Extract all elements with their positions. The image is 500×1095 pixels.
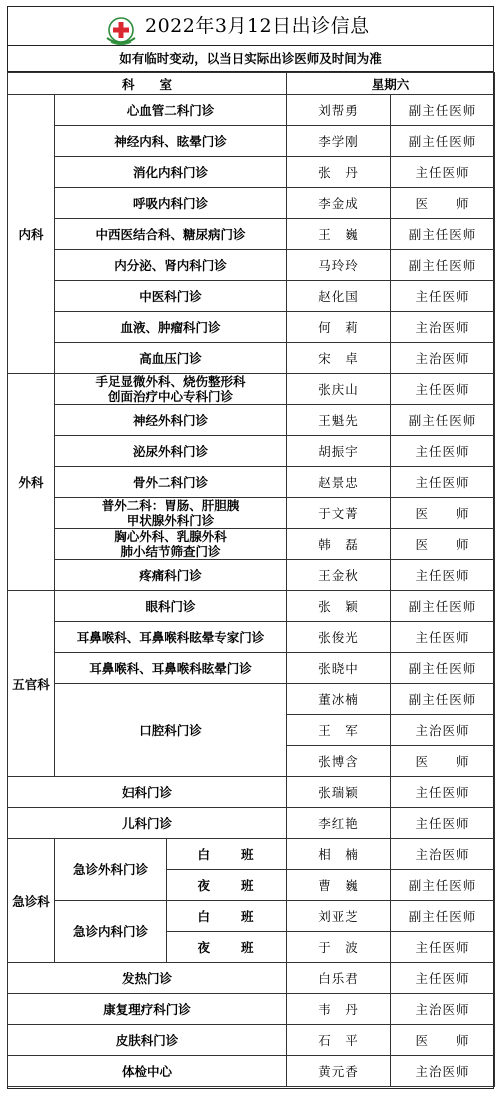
table-row [8, 157, 495, 188]
doctor-name: 黄元香 [287, 1056, 391, 1087]
doctor-rank: 主任医师 [391, 436, 495, 467]
table-row [8, 653, 495, 684]
dept-waike: 外科 [8, 374, 55, 591]
doctor-rank: 副主任医师 [391, 219, 495, 250]
clinic-name: 消化内科门诊 [55, 157, 287, 188]
doctor-name: 李学刚 [287, 126, 391, 157]
clinic-name: 发热门诊 [8, 963, 287, 994]
clinic-name: 血液、肿瘤科门诊 [55, 312, 287, 343]
clinic-name: 内分泌、肾内科门诊 [55, 250, 287, 281]
table-header [8, 73, 495, 95]
doctor-name: 于 波 [287, 932, 391, 963]
doctor-rank: 主治医师 [391, 839, 495, 870]
doctor-rank: 主任医师 [391, 622, 495, 653]
doctor-name: 曹 巍 [287, 870, 391, 901]
doctor-name: 张俊光 [287, 622, 391, 653]
doctor-rank: 主治医师 [391, 1056, 495, 1087]
shift-label: 白 班 [167, 901, 287, 932]
shift-label: 夜 班 [167, 870, 287, 901]
doctor-name: 石 平 [287, 1025, 391, 1056]
table-row [8, 963, 495, 994]
doctor-rank: 副主任医师 [391, 684, 495, 715]
table-row [8, 1025, 495, 1056]
shift-label: 夜 班 [167, 932, 287, 963]
table-row [8, 498, 495, 529]
clinic-name: 眼科门诊 [55, 591, 287, 622]
table-row [8, 622, 495, 653]
doctor-rank: 医 师 [391, 498, 495, 529]
dept-wuguan: 五官科 [8, 591, 55, 777]
doctor-name: 赵化国 [287, 281, 391, 312]
doctor-rank: 主任医师 [391, 560, 495, 591]
clinic-name: 口腔科门诊 [55, 684, 287, 777]
clinic-name-two-line [55, 529, 287, 560]
table-row [8, 1056, 495, 1087]
table-row [8, 95, 495, 126]
clinic-name: 呼吸内科门诊 [55, 188, 287, 219]
clinic-name: 高血压门诊 [55, 343, 287, 374]
hospital-logo-icon [102, 16, 140, 48]
doctor-name: 李金成 [287, 188, 391, 219]
doctor-name: 张 丹 [287, 157, 391, 188]
doctor-rank: 主任医师 [391, 467, 495, 498]
table-row [8, 405, 495, 436]
clinic-name: 神经内科、眩晕门诊 [55, 126, 287, 157]
doctor-rank: 主任医师 [391, 808, 495, 839]
doctor-name: 张 颖 [287, 591, 391, 622]
table-row [8, 467, 495, 498]
doctor-name: 宋 卓 [287, 343, 391, 374]
table-row [8, 250, 495, 281]
doctor-rank: 副主任医师 [391, 591, 495, 622]
doctor-rank: 副主任医师 [391, 126, 495, 157]
doctor-rank: 主任医师 [391, 281, 495, 312]
table-row [8, 560, 495, 591]
table-row [8, 374, 495, 405]
doctor-name: 李红艳 [287, 808, 391, 839]
clinic-line-1: 普外二科：胃肠、肝胆胰 [101, 498, 240, 513]
table-row [8, 591, 495, 622]
table-row [8, 188, 495, 219]
doctor-rank: 医 师 [391, 1025, 495, 1056]
clinic-name: 妇科门诊 [8, 777, 287, 808]
doctor-name: 何 莉 [287, 312, 391, 343]
clinic-line-2: 肺小结节筛查门诊 [120, 544, 221, 559]
doctor-name: 王金秋 [287, 560, 391, 591]
doctor-name: 张瑞颖 [287, 777, 391, 808]
dept-neike: 内科 [8, 95, 55, 374]
doctor-rank: 主治医师 [391, 312, 495, 343]
table-row [8, 839, 495, 870]
clinic-name: 急诊外科门诊 [55, 839, 167, 901]
table-row [8, 312, 495, 343]
doctor-name: 张晓中 [287, 653, 391, 684]
clinic-line-1: 胸心外科、乳腺外科 [114, 529, 227, 544]
doctor-name: 韩 磊 [287, 529, 391, 560]
doctor-name: 赵景忠 [287, 467, 391, 498]
doctor-name: 胡振宇 [287, 436, 391, 467]
doctor-name: 王魁先 [287, 405, 391, 436]
table-row [8, 529, 495, 560]
doctor-rank: 副主任医师 [391, 653, 495, 684]
clinic-name: 泌尿外科门诊 [55, 436, 287, 467]
doctor-rank: 主治医师 [391, 994, 495, 1025]
table-row [8, 219, 495, 250]
doctor-name: 刘帮勇 [287, 95, 391, 126]
doctor-name: 相 楠 [287, 839, 391, 870]
doctor-rank: 主任医师 [391, 374, 495, 405]
doctor-name: 王 巍 [287, 219, 391, 250]
table-row [8, 901, 495, 932]
clinic-name: 皮肤科门诊 [8, 1025, 287, 1056]
doctor-name: 张庆山 [287, 374, 391, 405]
doctor-name: 董冰楠 [287, 684, 391, 715]
doctor-name: 张博含 [287, 746, 391, 777]
clinic-line-2: 创面治疗中心专科门诊 [108, 389, 234, 404]
table-row [8, 684, 495, 715]
clinic-name: 耳鼻喉科、耳鼻喉科眩晕门诊 [55, 653, 287, 684]
clinic-line-2: 甲状腺外科门诊 [126, 513, 215, 528]
doctor-rank: 医 师 [391, 529, 495, 560]
doctor-name: 韦 丹 [287, 994, 391, 1025]
clinic-name: 心血管二科门诊 [55, 95, 287, 126]
clinic-name: 骨外二科门诊 [55, 467, 287, 498]
notice-text: 如有临时变动，以当日实际出诊医师及时间为准 [7, 46, 494, 72]
header-dept: 科 室 [8, 73, 287, 95]
table-row [8, 777, 495, 808]
table-row [8, 281, 495, 312]
doctor-rank: 主任医师 [391, 932, 495, 963]
table-row [8, 808, 495, 839]
table-row [8, 436, 495, 467]
table-row [8, 343, 495, 374]
doctor-name: 刘亚芝 [287, 901, 391, 932]
doctor-name: 于文菁 [287, 498, 391, 529]
doctor-rank: 医 师 [391, 746, 495, 777]
table-row [8, 994, 495, 1025]
doctor-rank: 主任医师 [391, 157, 495, 188]
clinic-name: 神经外科门诊 [55, 405, 287, 436]
clinic-name: 疼痛科门诊 [55, 560, 287, 591]
doctor-rank: 副主任医师 [391, 405, 495, 436]
doctor-name: 马玲玲 [287, 250, 391, 281]
header-day: 星期六 [287, 73, 495, 95]
doctor-rank: 主治医师 [391, 715, 495, 746]
clinic-name: 中西医结合科、糖尿病门诊 [55, 219, 287, 250]
clinic-name: 耳鼻喉科、耳鼻喉科眩晕专家门诊 [55, 622, 287, 653]
clinic-name-two-line [55, 498, 287, 529]
dept-jizhen: 急诊科 [8, 839, 55, 963]
doctor-rank: 副主任医师 [391, 250, 495, 281]
clinic-line-1: 手足显微外科、烧伤整形科 [95, 374, 246, 389]
doctor-name: 白乐君 [287, 963, 391, 994]
doctor-rank: 副主任医师 [391, 95, 495, 126]
doctor-rank: 主任医师 [391, 963, 495, 994]
shift-label: 白 班 [167, 839, 287, 870]
clinic-name: 急诊内科门诊 [55, 901, 167, 963]
clinic-name: 体检中心 [8, 1056, 287, 1087]
clinic-name: 康复理疗科门诊 [8, 994, 287, 1025]
clinic-name-two-line [55, 374, 287, 405]
doctor-rank: 主治医师 [391, 343, 495, 374]
page-title: 2022年3月12日出诊信息 [145, 15, 370, 37]
doctor-name: 王 军 [287, 715, 391, 746]
doctor-rank: 主任医师 [391, 777, 495, 808]
doctor-rank: 副主任医师 [391, 901, 495, 932]
schedule-table [7, 72, 495, 1087]
clinic-name: 中医科门诊 [55, 281, 287, 312]
doctor-rank: 医 师 [391, 188, 495, 219]
table-row [8, 126, 495, 157]
clinic-name: 儿科门诊 [8, 808, 287, 839]
doctor-rank: 副主任医师 [391, 870, 495, 901]
